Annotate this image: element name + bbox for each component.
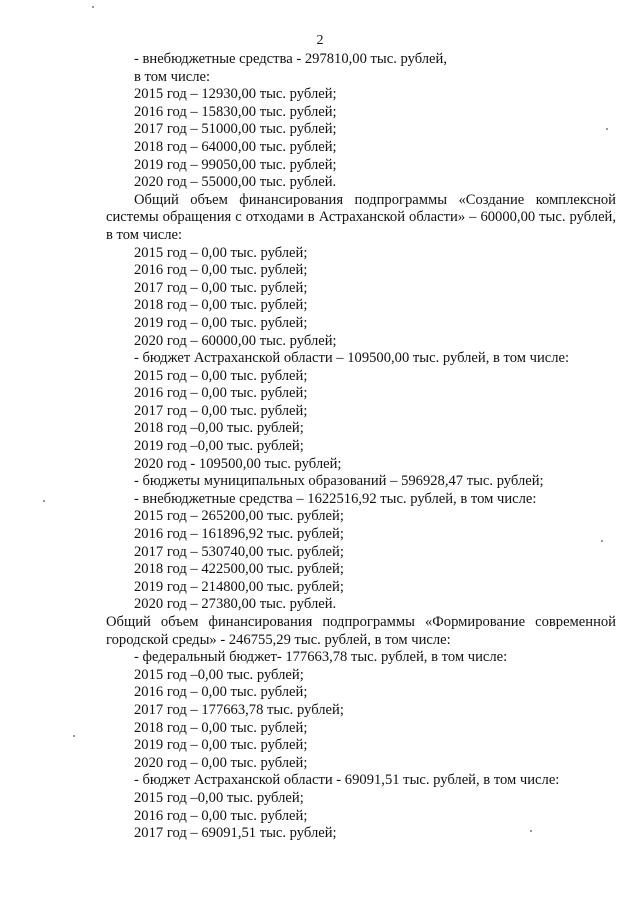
text-line: - бюджет Астраханской области – 109500,00 тыс. рублей, в том числе:: [134, 350, 570, 367]
text-line: 2020 год – 55000,00 тыс. рублей.: [134, 174, 337, 191]
text-line: 2020 год – 60000,00 тыс. рублей;: [134, 332, 337, 349]
scan-speck: [92, 6, 94, 8]
text-line: 2015 год – 0,00 тыс. рублей;: [134, 367, 308, 384]
text-line: - внебюджетные средства – 1622516,92 тыс. рублей, в том числе:: [134, 490, 537, 507]
text-line: 2015 год –0,00 тыс. рублей;: [134, 666, 304, 683]
text-line: - бюджеты муниципальных образований – 596928,47 тыс. рублей;: [134, 473, 544, 490]
text-line: 2018 год – 64000,00 тыс. рублей;: [134, 138, 337, 155]
document-body: [106, 51, 616, 843]
text-line: 2019 год –0,00 тыс. рублей;: [134, 438, 304, 455]
text-line: 2016 год – 0,00 тыс. рублей;: [134, 807, 308, 824]
text-line: 2017 год – 0,00 тыс. рублей;: [134, 279, 308, 296]
text-line: 2018 год –0,00 тыс. рублей;: [134, 420, 304, 437]
text-line: 2015 год –0,00 тыс. рублей;: [134, 789, 304, 806]
text-line: 2015 год – 265200,00 тыс. рублей;: [134, 508, 344, 525]
text-line: 2019 год – 99050,00 тыс. рублей;: [134, 156, 337, 173]
paragraph-waste-subprogram: Общий объем финансирования подпрограммы «Создание комплексной системы обращения с отходами в Астраханской области» – 60000,00 тыс. рублей, в том числе:: [106, 191, 616, 243]
text-line: 2016 год – 161896,92 тыс. рублей;: [134, 526, 344, 543]
text-line: 2016 год – 0,00 тыс. рублей;: [134, 262, 308, 279]
text-line: 2016 год – 15830,00 тыс. рублей;: [134, 103, 337, 120]
paragraph-urban-subprogram: Общий объем финансирования подпрограммы «Формирование современной городской среды» - 246755,29 тыс. рублей, в том числе:: [106, 614, 616, 648]
text-line: 2018 год – 0,00 тыс. рублей;: [134, 719, 308, 736]
text-line: 2020 год – 27380,00 тыс. рублей.: [134, 596, 337, 613]
text-line: 2015 год – 12930,00 тыс. рублей;: [134, 86, 337, 103]
text-line: 2016 год – 0,00 тыс. рублей;: [134, 684, 308, 701]
scan-speck: [530, 830, 532, 832]
scan-speck: [43, 500, 45, 502]
text-line: 2017 год – 177663,78 тыс. рублей;: [134, 701, 344, 718]
text-line: 2020 год - 109500,00 тыс. рублей;: [134, 455, 342, 472]
text-line: 2017 год – 69091,51 тыс. рублей;: [134, 825, 337, 842]
scan-speck: [73, 735, 75, 737]
page-number: 2: [316, 33, 324, 48]
text-line: 2018 год – 0,00 тыс. рублей;: [134, 297, 308, 314]
text-line: 2018 год – 422500,00 тыс. рублей;: [134, 561, 344, 578]
text-line: 2017 год – 530740,00 тыс. рублей;: [134, 543, 344, 560]
text-line: 2017 год – 51000,00 тыс. рублей;: [134, 121, 337, 138]
text-line: в том числе:: [134, 68, 211, 85]
text-line: 2017 год – 0,00 тыс. рублей;: [134, 402, 308, 419]
scan-speck: [601, 540, 603, 542]
text-line: - бюджет Астраханской области - 69091,51 тыс. рублей, в том числе:: [134, 772, 560, 789]
text-line: 2016 год – 0,00 тыс. рублей;: [134, 385, 308, 402]
text-line: - федеральный бюджет- 177663,78 тыс. рублей, в том числе:: [134, 649, 508, 666]
text-line: - внебюджетные средства - 297810,00 тыс. рублей,: [134, 51, 447, 67]
text-line: 2019 год – 214800,00 тыс. рублей;: [134, 578, 344, 595]
text-line: 2015 год – 0,00 тыс. рублей;: [134, 244, 308, 261]
text-line: 2019 год – 0,00 тыс. рублей;: [134, 314, 308, 331]
text-line: 2020 год – 0,00 тыс. рублей;: [134, 754, 308, 771]
scan-speck: [606, 128, 608, 130]
text-line: 2019 год – 0,00 тыс. рублей;: [134, 737, 308, 754]
